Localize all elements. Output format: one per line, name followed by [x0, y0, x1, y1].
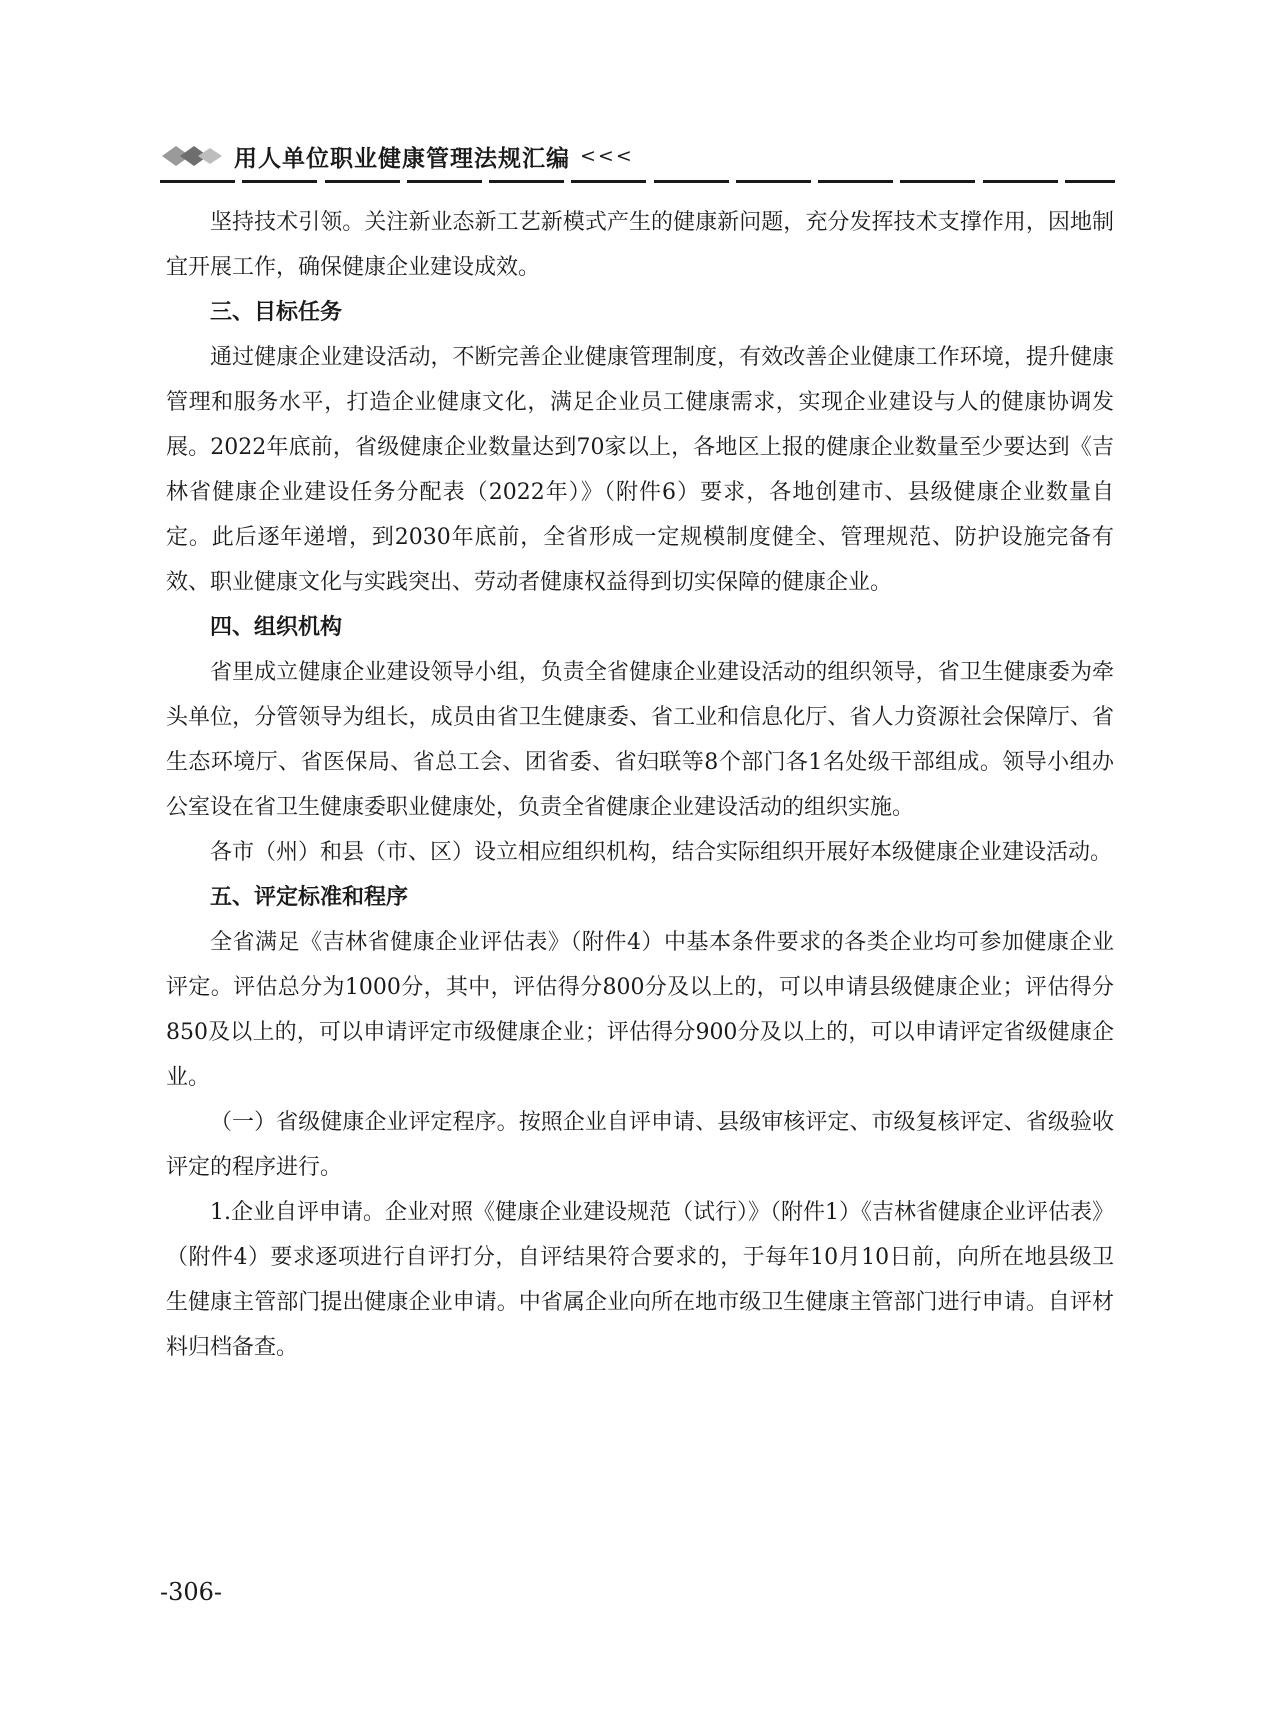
paragraph: 通过健康企业建设活动，不断完善企业健康管理制度，有效改善企业健康工作环境，提升健康管理和服务水平，打造企业健康文化，满足企业员工健康需求，实现企业建设与人的健康协调发展。2022年底前，省级健康企业数量达到70家以上，各地区上报的健康企业数量至少要达到《吉林省健康企业建设任务分配表（2022年）》（附件6）要求，各地创建市、县级健康企业数量自定。此后逐年递增，到2030年底前，全省形成一定规模制度健全、管理规范、防护设施完备有效、职业健康文化与实践突出、劳动者健康权益得到切实保障的健康企业。	[166, 345, 1114, 595]
page-number: -306-	[160, 1578, 223, 1606]
paragraph: 1.企业自评申请。企业对照《健康企业建设规范（试行）》（附件1）《吉林省健康企业评估表》（附件4）要求逐项进行自评打分，自评结果符合要求的，于每年10月10日前，向所在地县级卫生健康主管部门提出健康企业申请。中省属企业向所在地市级卫生健康主管部门进行申请。自评材料归档备查。	[166, 1200, 1114, 1360]
paragraph	[166, 1100, 1114, 1190]
paragraph: 全省满足《吉林省健康企业评估表》（附件4）中基本条件要求的各类企业均可参加健康企业评定。评估总分为1000分，其中，评估得分800分及以上的，可以申请县级健康企业；评估得分850及以上的，可以申请评定市级健康企业；评估得分900分及以上的，可以申请评定省级健康企业。	[166, 930, 1114, 1090]
double-diamond-logo-icon	[160, 142, 224, 170]
paragraph-text: 按照企业自评申请、县级审核评定、市级复核评定、省级验收评定的程序进行。	[166, 1110, 1114, 1180]
section-heading: 三、目标任务	[210, 300, 343, 325]
section-heading: 五、评定标准和程序	[210, 885, 409, 910]
paragraph: 各市（州）和县（市、区）设立相应组织机构，结合实际组织开展好本级健康企业建设活动。	[210, 840, 1113, 865]
book-title: 用人单位职业健康管理法规汇编	[234, 144, 570, 172]
paragraph: 省里成立健康企业建设领导小组，负责全省健康企业建设活动的组织领导，省卫生健康委为牵头单位，分管领导为组长，成员由省卫生健康委、省工业和信息化厅、省人力资源社会保障厅、省生态环境厅、省医保局、省总工会、团省委、省妇联等8个部门各1名处级干部组成。领导小组办公室设在省卫生健康委职业健康处，负责全省健康企业建设活动的组织实施。	[166, 660, 1114, 820]
page-header	[160, 136, 634, 176]
paragraph: 坚持技术引领。关注新业态新工艺新模式产生的健康新问题，充分发挥技术支撑作用，因地制宜开展工作，确保健康企业建设成效。	[166, 210, 1114, 280]
page-body	[166, 200, 1114, 1370]
chevrons: <<<	[580, 145, 634, 167]
subsection-heading: （一）省级健康企业评定程序。	[210, 1110, 519, 1135]
section-heading: 四、组织机构	[210, 615, 343, 640]
header-rule	[160, 180, 1115, 183]
